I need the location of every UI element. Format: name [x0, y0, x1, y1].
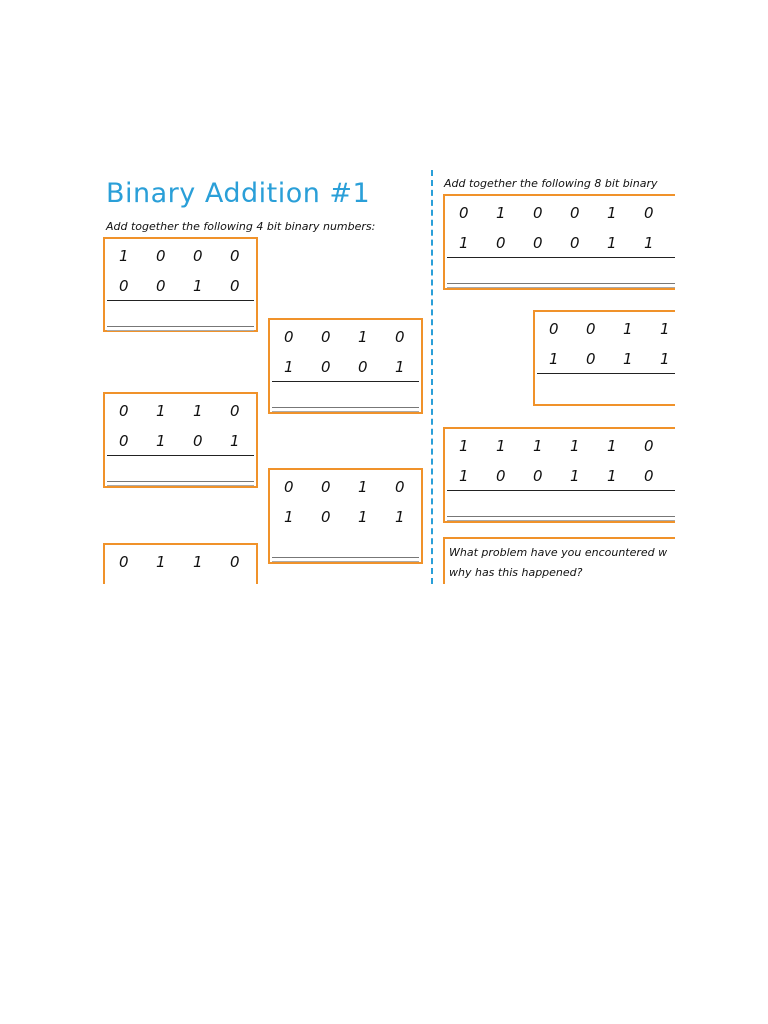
top-number	[119, 402, 267, 420]
digit: 1	[570, 437, 580, 455]
digit: 1	[533, 437, 543, 455]
digit: 0	[193, 247, 203, 265]
answer-line	[107, 481, 254, 486]
question-box	[443, 537, 675, 584]
digit: 1	[459, 467, 469, 485]
digit: 1	[358, 478, 368, 496]
answer-line	[447, 283, 675, 288]
digit: 1	[193, 277, 203, 295]
sum-line	[107, 300, 254, 301]
top-number	[284, 328, 432, 346]
digit: 1	[570, 467, 580, 485]
top-number	[549, 320, 675, 338]
digit: 1	[660, 320, 670, 338]
top-number	[284, 478, 432, 496]
worksheet	[100, 170, 675, 584]
digit: 0	[570, 204, 580, 222]
bottom-number	[119, 432, 267, 450]
digit: 0	[119, 553, 129, 571]
digit: 1	[459, 437, 469, 455]
digit: 1	[623, 320, 633, 338]
digit: 0	[533, 234, 543, 252]
digit: 0	[230, 277, 240, 295]
digit: 0	[644, 204, 654, 222]
bottom-number	[284, 358, 432, 376]
bottom-number	[119, 277, 267, 295]
problem-box-4bit-2	[268, 318, 423, 414]
digit: 1	[156, 402, 166, 420]
problem-box-4bit-1	[103, 237, 258, 332]
sum-line	[447, 490, 675, 491]
digit: 1	[607, 204, 617, 222]
digit: 0	[321, 328, 331, 346]
digit: 1	[623, 350, 633, 368]
sum-line	[447, 257, 675, 258]
question-line-1: What problem have you encountered w	[449, 546, 668, 559]
worksheet-title: Binary Addition #1	[106, 178, 371, 209]
digit: 0	[119, 277, 129, 295]
bottom-number	[284, 508, 432, 526]
digit: 1	[607, 234, 617, 252]
digit: 1	[284, 358, 294, 376]
answer-line	[272, 557, 419, 562]
bottom-number	[549, 350, 675, 368]
sum-line	[537, 373, 675, 374]
answer-line	[272, 407, 419, 412]
digit: 0	[644, 437, 654, 455]
problem-box-4bit-5	[103, 543, 258, 584]
digit: 1	[358, 508, 368, 526]
digit: 1	[358, 328, 368, 346]
digit: 0	[395, 478, 405, 496]
problem-box-8bit-2	[533, 310, 675, 406]
digit: 1	[395, 508, 405, 526]
instruction-8bit: Add together the following 8 bit binary	[444, 177, 658, 190]
problem-box-8bit-1	[443, 194, 675, 290]
digit: 0	[230, 247, 240, 265]
digit: 0	[395, 328, 405, 346]
bottom-number	[459, 467, 675, 485]
digit: 0	[321, 478, 331, 496]
digit: 0	[119, 432, 129, 450]
digit: 1	[549, 350, 559, 368]
problem-box-4bit-4	[268, 468, 423, 564]
digit: 1	[156, 553, 166, 571]
digit: 0	[284, 478, 294, 496]
problem-box-4bit-3	[103, 392, 258, 488]
digit: 0	[570, 234, 580, 252]
bottom-number	[459, 234, 675, 252]
digit: 0	[459, 204, 469, 222]
digit: 1	[459, 234, 469, 252]
digit: 0	[321, 508, 331, 526]
digit: 0	[549, 320, 559, 338]
digit: 0	[119, 402, 129, 420]
sum-line	[272, 381, 419, 382]
instruction-4bit: Add together the following 4 bit binary numbers:	[106, 220, 376, 233]
digit: 1	[607, 437, 617, 455]
top-number	[119, 553, 267, 571]
digit: 1	[496, 204, 506, 222]
digit: 0	[156, 277, 166, 295]
digit: 1	[496, 437, 506, 455]
question-line-2: why has this happened?	[449, 566, 583, 579]
digit: 0	[644, 467, 654, 485]
top-number	[459, 204, 675, 222]
digit: 0	[193, 432, 203, 450]
digit: 0	[358, 358, 368, 376]
digit: 0	[284, 328, 294, 346]
problem-box-8bit-3	[443, 427, 675, 523]
digit: 1	[644, 234, 654, 252]
digit: 1	[156, 432, 166, 450]
digit: 1	[193, 553, 203, 571]
digit: 1	[395, 358, 405, 376]
sum-line	[107, 455, 254, 456]
question-text	[449, 543, 667, 583]
digit: 0	[586, 350, 596, 368]
digit: 0	[156, 247, 166, 265]
answer-line	[447, 516, 675, 521]
answer-line	[107, 326, 254, 331]
digit: 1	[284, 508, 294, 526]
digit: 0	[533, 204, 543, 222]
digit: 1	[119, 247, 129, 265]
digit: 1	[607, 467, 617, 485]
top-number	[459, 437, 675, 455]
digit: 0	[230, 553, 240, 571]
digit: 0	[586, 320, 596, 338]
digit: 1	[193, 402, 203, 420]
digit: 0	[496, 467, 506, 485]
digit: 0	[321, 358, 331, 376]
digit: 0	[496, 234, 506, 252]
digit: 0	[533, 467, 543, 485]
digit: 1	[660, 350, 670, 368]
top-number	[119, 247, 267, 265]
digit: 1	[230, 432, 240, 450]
digit: 0	[230, 402, 240, 420]
